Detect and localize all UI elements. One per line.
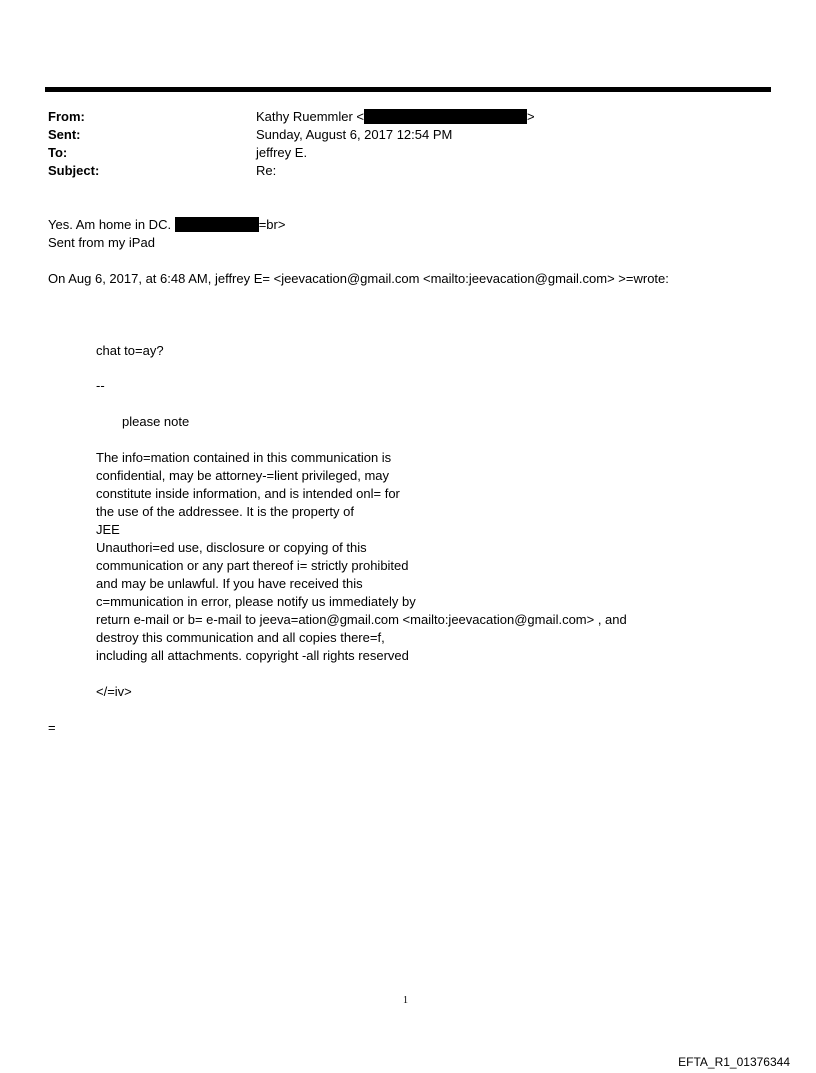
signature-dash: --: [96, 378, 105, 393]
disclaimer-line: c=mmunication in error, please notify us immediately by: [96, 594, 416, 609]
disclaimer-line: and may be unlawful. If you have received this: [96, 576, 363, 591]
to-label: To:: [48, 145, 68, 160]
disclaimer-line: return e-mail or b= e-mail to jeeva=ation@gmail.com <mailto:jeevacation@gmail.com> , and: [96, 612, 627, 627]
reply-line-1: [48, 216, 285, 234]
please-note: please note: [122, 414, 190, 429]
from-value: [256, 108, 535, 126]
disclaimer-line: confidential, may be attorney-=lient privileged, may: [96, 468, 390, 483]
subject-value: Re:: [256, 163, 277, 178]
document-id: EFTA_R1_01376344: [678, 1055, 790, 1069]
page-number: 1: [403, 995, 408, 1006]
redaction-box: [175, 217, 259, 232]
reply-text-start: Yes. Am home in DC.: [48, 217, 172, 232]
disclaimer-line: The info=mation contained in this communication is: [96, 450, 392, 465]
disclaimer-line: Unauthori=ed use, disclosure or copying of this: [96, 540, 367, 555]
header-rule: [45, 87, 771, 92]
quoted-chat: chat to=ay?: [96, 343, 164, 358]
disclaimer-line: including all attachments. copyright -all rights reserved: [96, 648, 409, 663]
from-name: Kathy Ruemmler <: [256, 109, 365, 124]
closing-tag: </=iv>: [96, 684, 132, 699]
disclaimer-line: constitute inside information, and is intended onl= for: [96, 486, 400, 501]
disclaimer-line: communication or any part thereof i= strictly prohibited: [96, 558, 409, 573]
disclaimer-line: JEE: [96, 522, 120, 537]
from-label: From:: [48, 109, 85, 124]
reply-line-2: Sent from my iPad: [48, 235, 155, 250]
from-close: >: [527, 109, 535, 124]
reply-text-end: =br>: [258, 217, 286, 232]
sent-label: Sent:: [48, 127, 81, 142]
disclaimer-line: the use of the addressee. It is the property of: [96, 504, 354, 519]
sent-value: Sunday, August 6, 2017 12:54 PM: [256, 127, 453, 142]
to-value: jeffrey E.: [256, 145, 308, 160]
quote-intro: On Aug 6, 2017, at 6:48 AM, jeffrey E= <jeevacation@gmail.com <mailto:jeevacation@gmail.com> >=wrote:: [48, 271, 669, 286]
disclaimer-line: destroy this communication and all copies there=f,: [96, 630, 385, 645]
redaction-box: [364, 109, 527, 124]
subject-label: Subject:: [48, 163, 100, 178]
trailing-equals: =: [48, 720, 56, 735]
